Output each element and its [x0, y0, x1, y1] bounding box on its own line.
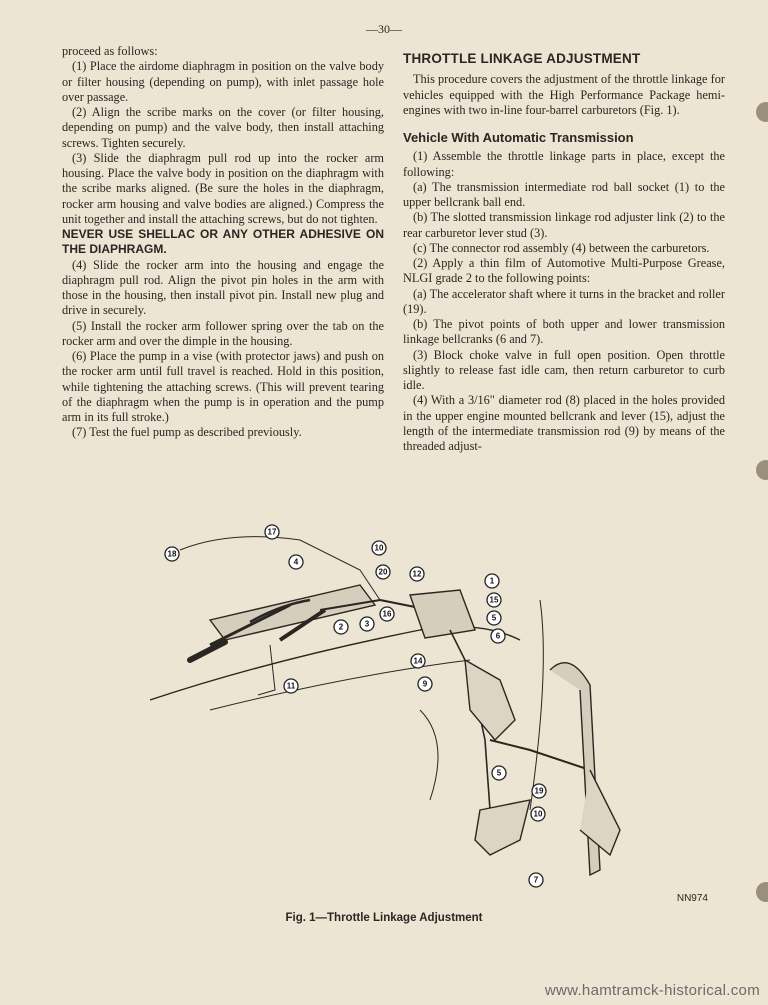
step-3: (3) Block choke valve in full open position. Open throttle slightly to release fast idle cam, then return carburetor to curb idle.: [403, 347, 725, 392]
step-6: (6) Place the pump in a vise (with protector jaws) and push on the rocker arm until full travel is reached. Hold in this position, while tightening the attaching screws. (This will prevent tearing of the diaphragm when the pump is in operation and the pump arm in its full stroke.): [62, 349, 384, 424]
svg-text:5: 5: [496, 768, 502, 778]
watermark: www.hamtramck-historical.com: [544, 982, 760, 999]
callout-15: [487, 593, 501, 607]
section-heading: THROTTLE LINKAGE ADJUSTMENT: [403, 51, 641, 66]
step-1b: (b) The slotted transmission linkage rod adjuster link (2) to the rear carburetor lever stud (3).: [403, 210, 725, 240]
svg-text:1: 1: [489, 576, 495, 586]
callout-9: [418, 677, 432, 691]
svg-text:20: 20: [378, 567, 388, 577]
svg-text:7: 7: [533, 875, 539, 885]
svg-text:4: 4: [293, 557, 299, 567]
paragraph-intro: proceed as follows:: [62, 44, 158, 58]
callout-5-bottom: [492, 766, 506, 780]
step-3: (3) Slide the diaphragm pull rod up into the rocker arm housing. Place the valve body in position on the diaphragm with the scribe marks aligned. (Be sure the holes in the diaphragm, rocker arm housing and valve bodies are aligned.) Compress the unit together and install the attaching screws, but do not tighten.: [62, 150, 384, 226]
callout-10-bottom: [531, 807, 545, 821]
callout-14: [411, 654, 425, 668]
callout-1: [485, 574, 499, 588]
binder-hole-top: [756, 102, 768, 122]
svg-text:10: 10: [533, 809, 543, 819]
step-2a: (a) The accelerator shaft where it turns in the bracket and roller (19).: [403, 286, 725, 316]
svg-text:19: 19: [534, 786, 544, 796]
step-4: (4) With a 3/16" diameter rod (8) placed in the holes provided in the upper engine mounted bellcrank and lever (15), adjust the length of the intermediate transmission rod (9) by means of the threaded adjust-: [403, 393, 725, 453]
svg-text:12: 12: [412, 569, 422, 579]
page-number: —30—: [366, 22, 402, 36]
svg-text:18: 18: [167, 549, 177, 559]
step-1: (1) Place the airdome diaphragm in position on the valve body or filter housing (depending on pump), with inlet passage hole over passage.: [62, 59, 384, 104]
svg-text:14: 14: [413, 656, 423, 666]
callout-19: [532, 784, 546, 798]
callout-20: [376, 565, 390, 579]
step-2: (2) Align the scribe marks on the cover (or filter housing, depending on pump) and the valve body, then install attaching screws. Tighten securely.: [62, 105, 384, 150]
svg-text:15: 15: [489, 595, 499, 605]
callout-12: [410, 567, 424, 581]
step-1a: (a) The transmission intermediate rod ball socket (1) to the upper bellcrank ball end.: [403, 179, 725, 209]
subsection-heading: Vehicle With Automatic Transmission: [403, 130, 634, 145]
binder-hole-middle: [756, 460, 768, 480]
step-2: (2) Apply a thin film of Automotive Multi-Purpose Grease, NLGI grade 2 to the following points:: [403, 256, 725, 286]
svg-text:9: 9: [422, 679, 428, 689]
callout-11: [284, 679, 298, 693]
figure-code: NN974: [676, 893, 708, 904]
svg-text:10: 10: [374, 543, 384, 553]
svg-text:17: 17: [267, 527, 277, 537]
callout-4: [289, 555, 303, 569]
callout-5-top: [487, 611, 501, 625]
callout-17: [265, 525, 279, 539]
left-column: [62, 44, 384, 441]
step-1c: (c) The connector rod assembly (4) between the carburetors.: [413, 240, 710, 255]
throttle-linkage-illustration: [150, 510, 750, 905]
callout-2: [334, 620, 348, 634]
step-1: (1) Assemble the throttle linkage parts in place, except the following:: [403, 149, 725, 179]
callout-16: [380, 607, 394, 621]
section-intro: This procedure covers the adjustment of the throttle linkage for vehicles equipped with the High Performance Package hemi-engines with two in-line four-barrel carburetors (Fig. 1).: [403, 72, 725, 117]
svg-text:16: 16: [382, 609, 392, 619]
figure-caption: Fig. 1—Throttle Linkage Adjustment: [285, 912, 483, 924]
callout-6: [491, 629, 505, 643]
right-column: [403, 51, 725, 454]
step-2b: (b) The pivot points of both upper and lower transmission linkage bellcranks (6 and 7).: [403, 317, 725, 347]
step-7: (7) Test the fuel pump as described previously.: [72, 425, 302, 440]
callout-10-top: [372, 541, 386, 555]
callout-3: [360, 617, 374, 631]
step-4: (4) Slide the rocker arm into the housing and engage the diaphragm pull rod. Align the pivot pin holes in the arm with those in the housing, then install pivot pin. Install new plug and drive in securely.: [62, 257, 384, 318]
svg-text:5: 5: [491, 613, 497, 623]
callout-18: [165, 547, 179, 561]
svg-text:6: 6: [495, 631, 501, 641]
callout-7: [529, 873, 543, 887]
warning-text: NEVER USE SHELLAC OR ANY OTHER ADHESIVE ON THE DIAPHRAGM.: [62, 227, 384, 257]
svg-text:3: 3: [364, 619, 370, 629]
svg-text:11: 11: [286, 681, 296, 691]
step-5: (5) Install the rocker arm follower spring over the tab on the rocker arm and over the dimple in the housing.: [62, 318, 384, 348]
svg-text:2: 2: [338, 622, 344, 632]
binder-hole-bottom: [756, 882, 768, 902]
